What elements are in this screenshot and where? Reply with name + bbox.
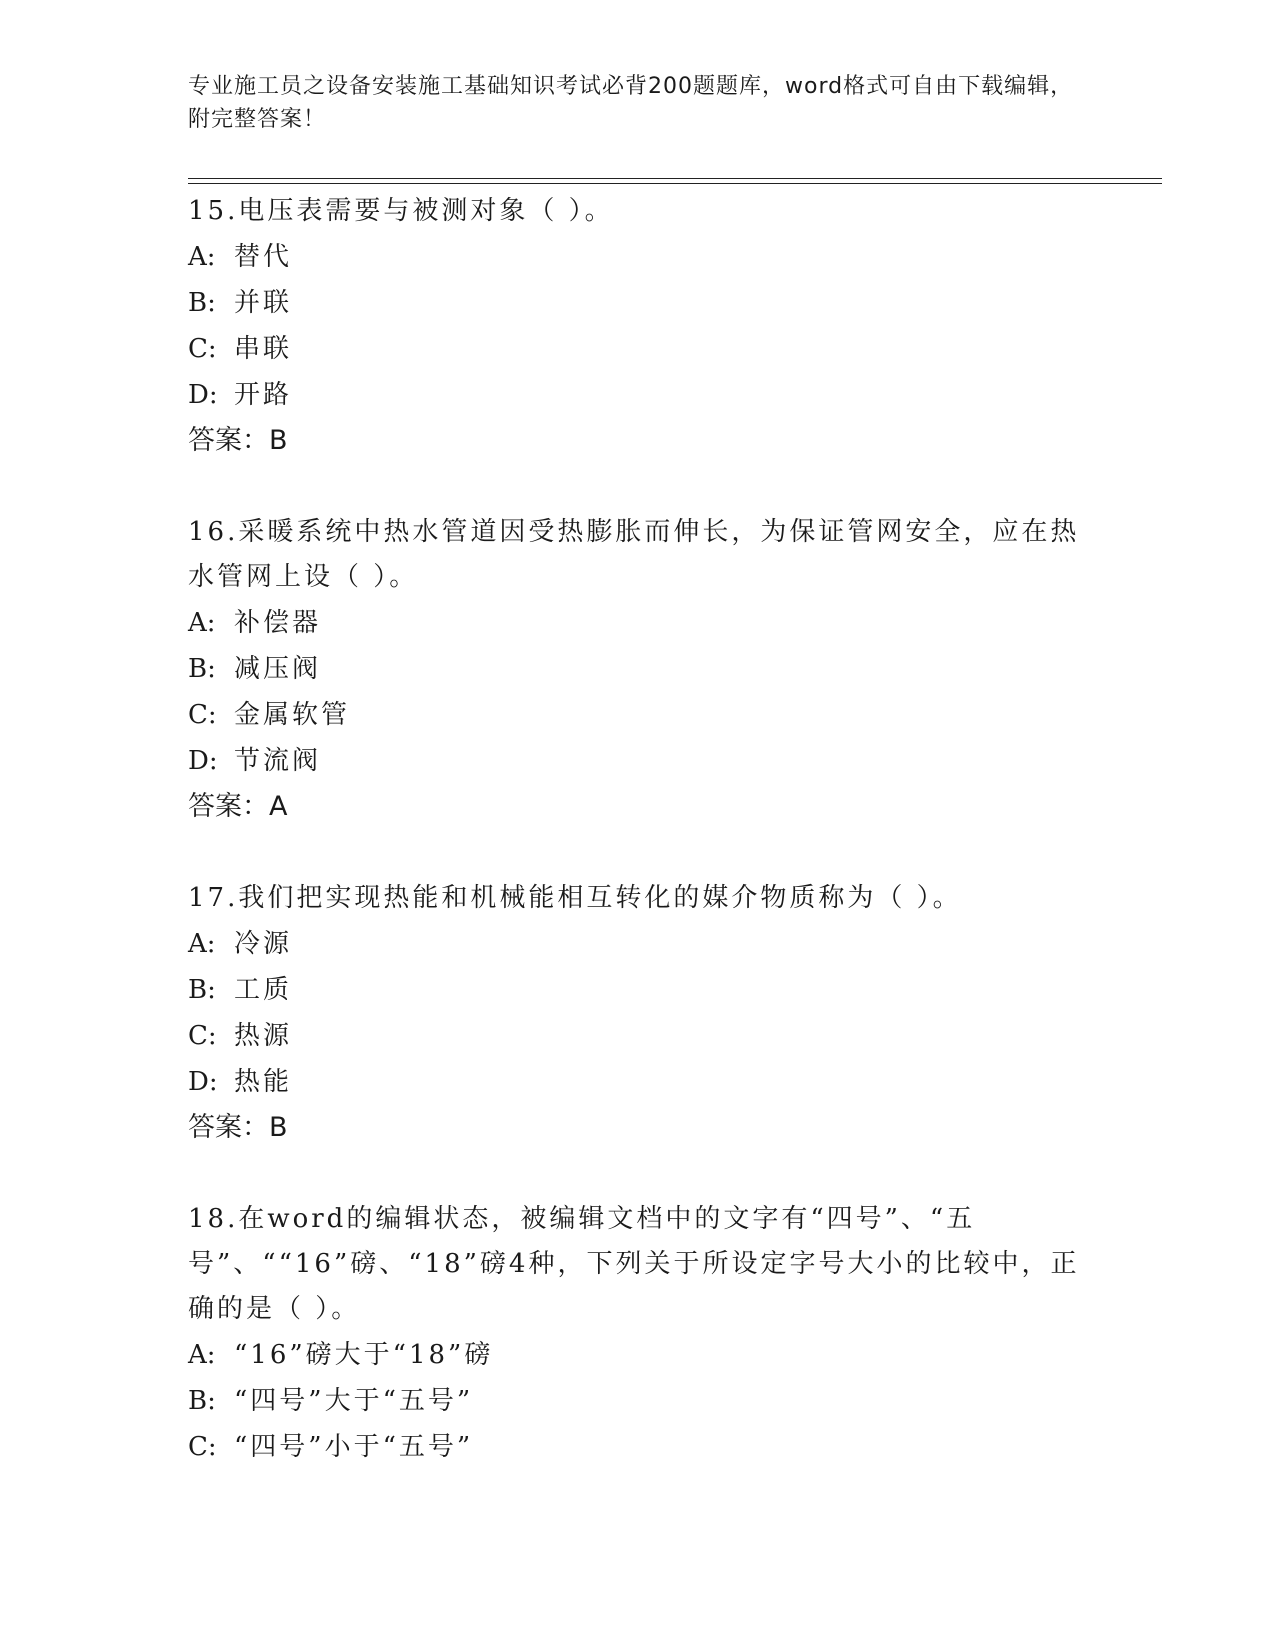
option-c xyxy=(188,692,1088,738)
answer-line: 答案：B xyxy=(188,1112,288,1143)
option-text: 替代 xyxy=(234,242,293,272)
option-a xyxy=(188,600,1088,646)
option-b xyxy=(188,967,1088,1013)
option-text: 节流阀 xyxy=(234,746,322,776)
option-a xyxy=(188,1332,1088,1378)
option-d xyxy=(188,738,1088,784)
question-stem: 15.电压表需要与被测对象（ ）。 xyxy=(188,196,614,226)
option-a xyxy=(188,234,1088,280)
header-divider-top xyxy=(188,178,1162,179)
option-label: B: xyxy=(188,288,216,318)
option-text: 减压阀 xyxy=(234,654,322,684)
question-list xyxy=(188,189,1088,1516)
option-text: “四号”小于“五号” xyxy=(234,1432,474,1462)
question-stem: 18.在word的编辑状态，被编辑文档中的文字有“四号”、“五号”、““16”磅、“18”磅4种，下列关于所设定字号大小的比较中，正确的是（ ）。 xyxy=(188,1204,1080,1324)
option-text: “四号”大于“五号” xyxy=(234,1386,474,1416)
header-divider-bottom xyxy=(188,183,1162,184)
question-16 xyxy=(188,510,1088,830)
option-text: 热源 xyxy=(234,1021,293,1051)
option-c xyxy=(188,1424,1088,1470)
option-label: D: xyxy=(188,1067,218,1097)
option-text: 冷源 xyxy=(234,929,293,959)
option-label: B: xyxy=(188,654,216,684)
option-c xyxy=(188,326,1088,372)
option-label: D: xyxy=(188,380,218,410)
answer-line: 答案：B xyxy=(188,425,288,456)
option-label: A: xyxy=(188,929,216,959)
option-label: B: xyxy=(188,975,216,1005)
document-header: 专业施工员之设备安装施工基础知识考试必背200题题库，word格式可自由下载编辑，附完整答案！ xyxy=(188,74,1074,132)
option-text: 并联 xyxy=(234,288,293,318)
option-label: C: xyxy=(188,700,217,730)
option-text: “16”磅大于“18”磅 xyxy=(234,1340,494,1370)
option-label: C: xyxy=(188,1021,217,1051)
option-label: B: xyxy=(188,1386,216,1416)
question-15 xyxy=(188,189,1088,464)
option-a xyxy=(188,921,1088,967)
option-b xyxy=(188,646,1088,692)
answer-line: 答案：A xyxy=(188,791,288,822)
option-text: 串联 xyxy=(234,334,293,364)
option-text: 金属软管 xyxy=(234,700,351,730)
option-text: 工质 xyxy=(234,975,293,1005)
option-b xyxy=(188,1378,1088,1424)
option-label: A: xyxy=(188,608,216,638)
question-stem: 17.我们把实现热能和机械能相互转化的媒介物质称为（ ）。 xyxy=(188,883,962,913)
question-18 xyxy=(188,1197,1088,1470)
option-text: 热能 xyxy=(234,1067,293,1097)
option-label: A: xyxy=(188,242,216,272)
option-text: 开路 xyxy=(234,380,293,410)
option-label: C: xyxy=(188,334,217,364)
option-label: C: xyxy=(188,1432,217,1462)
question-17 xyxy=(188,876,1088,1151)
option-text: 补偿器 xyxy=(234,608,322,638)
option-c xyxy=(188,1013,1088,1059)
option-label: D: xyxy=(188,746,218,776)
option-d xyxy=(188,1059,1088,1105)
option-d xyxy=(188,372,1088,418)
option-label: A: xyxy=(188,1340,216,1370)
option-b xyxy=(188,280,1088,326)
question-stem: 16.采暖系统中热水管道因受热膨胀而伸长，为保证管网安全，应在热水管网上设（ ）。 xyxy=(188,517,1080,592)
